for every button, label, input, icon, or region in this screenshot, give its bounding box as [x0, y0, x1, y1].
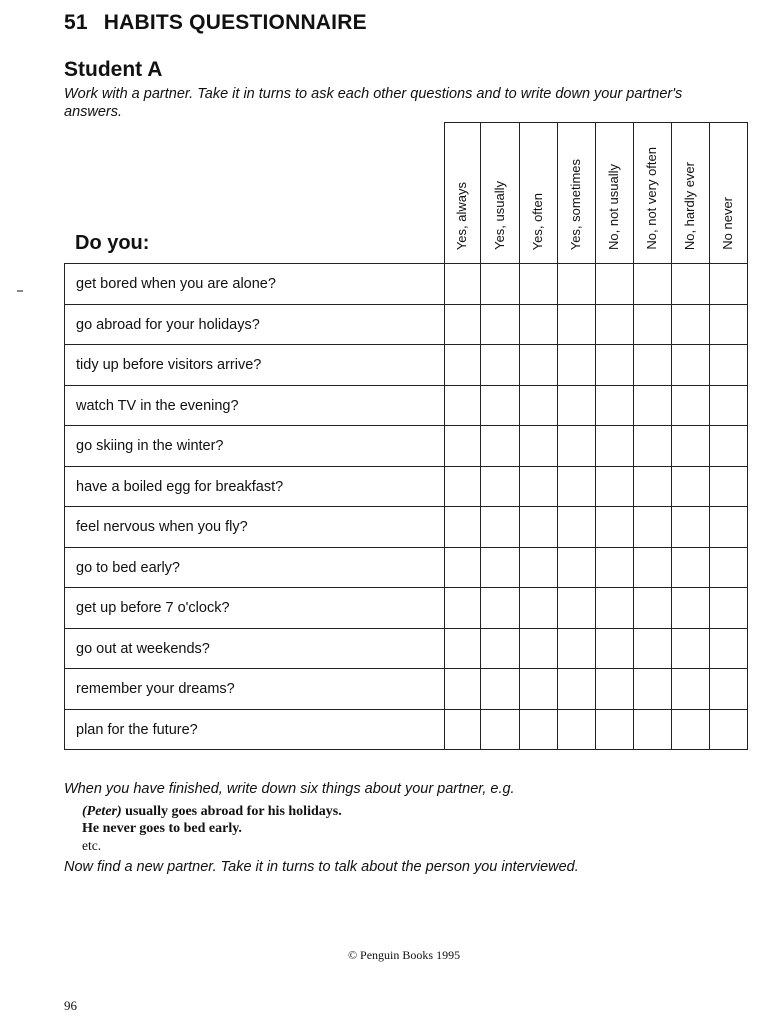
question-text: feel nervous when you fly?: [76, 519, 248, 535]
page-number: 96: [64, 998, 77, 1013]
answer-cell[interactable]: [672, 386, 709, 426]
answer-cell[interactable]: [481, 710, 519, 750]
answer-cell[interactable]: [672, 548, 709, 588]
answer-cell[interactable]: [445, 386, 480, 426]
answer-cell[interactable]: [445, 467, 480, 507]
answer-cell[interactable]: [481, 426, 519, 466]
answer-cell[interactable]: [596, 710, 633, 750]
column-header: [444, 130, 480, 250]
question-row: [65, 426, 444, 466]
answer-cell[interactable]: [558, 710, 595, 750]
column-header-label: No never: [720, 197, 735, 250]
answer-cell[interactable]: [634, 588, 671, 628]
column-header-label: No, not usually: [606, 164, 621, 250]
answer-cell[interactable]: [710, 629, 747, 669]
finish-instructions: When you have finished, write down six things about your partner, e.g.: [64, 781, 515, 797]
answer-cell[interactable]: [520, 386, 557, 426]
answer-cell[interactable]: [596, 467, 633, 507]
answer-cell[interactable]: [672, 345, 709, 385]
grid-column-line: [747, 122, 748, 750]
question-row: [65, 548, 444, 588]
question-text: tidy up before visitors arrive?: [76, 357, 262, 373]
answer-cell[interactable]: [558, 629, 595, 669]
answer-cell[interactable]: [558, 669, 595, 709]
answer-cell[interactable]: [634, 710, 671, 750]
answer-cell[interactable]: [520, 345, 557, 385]
question-text: have a boiled egg for breakfast?: [76, 479, 284, 495]
column-header-label: No, hardly ever: [682, 161, 697, 250]
column-header: [557, 130, 595, 250]
column-header: [709, 130, 747, 250]
answer-cell[interactable]: [672, 669, 709, 709]
answer-cell[interactable]: [710, 588, 747, 628]
answer-cell[interactable]: [481, 305, 519, 345]
answer-cell[interactable]: [445, 426, 480, 466]
answer-cell[interactable]: [481, 345, 519, 385]
example-sentence-1: [82, 804, 342, 820]
answer-cell[interactable]: [445, 305, 480, 345]
answer-cell[interactable]: [710, 669, 747, 709]
answer-cell[interactable]: [481, 548, 519, 588]
copyright: © Penguin Books 1995: [347, 948, 461, 962]
answer-cell[interactable]: [710, 710, 747, 750]
answer-cell[interactable]: [558, 467, 595, 507]
answer-cell[interactable]: [520, 264, 557, 304]
student-label: Student A: [64, 58, 163, 81]
column-header: [595, 130, 633, 250]
answer-cell[interactable]: [634, 629, 671, 669]
answer-cell[interactable]: [672, 588, 709, 628]
answer-cell[interactable]: [558, 386, 595, 426]
question-text: go skiing in the winter?: [76, 438, 224, 454]
question-row: [65, 264, 444, 304]
answer-cell[interactable]: [672, 305, 709, 345]
answer-cell[interactable]: [710, 507, 747, 547]
answer-cell[interactable]: [520, 710, 557, 750]
column-header: [671, 130, 709, 250]
new-partner-instructions: Now find a new partner. Take it in turns to talk about the person you interviewed.: [64, 859, 579, 875]
row-header-do-you: Do you:: [75, 232, 150, 254]
answer-cell[interactable]: [634, 669, 671, 709]
question-text: go out at weekends?: [76, 641, 210, 657]
answer-cell[interactable]: [596, 386, 633, 426]
answer-cell[interactable]: [558, 548, 595, 588]
answer-cell[interactable]: [481, 467, 519, 507]
answer-cell[interactable]: [672, 467, 709, 507]
answer-cell[interactable]: [481, 629, 519, 669]
answer-cell[interactable]: [558, 345, 595, 385]
instructions: Work with a partner. Take it in turns to ask each other questions and to write down your partner's answers.: [64, 86, 683, 120]
question-row: [65, 507, 444, 547]
answer-cell[interactable]: [634, 548, 671, 588]
answer-cell[interactable]: [445, 507, 480, 547]
answer-cell[interactable]: [634, 264, 671, 304]
example-sentence-1-rest: usually goes abroad for his holidays.: [121, 804, 342, 819]
column-header: [480, 130, 519, 250]
question-text: go abroad for your holidays?: [76, 317, 260, 333]
answer-cell[interactable]: [520, 669, 557, 709]
column-header: [519, 130, 557, 250]
answer-cell[interactable]: [481, 588, 519, 628]
activity-title: HABITS QUESTIONNAIRE: [103, 11, 367, 34]
question-row: [65, 629, 444, 669]
answer-cell[interactable]: [634, 386, 671, 426]
answer-cell[interactable]: [634, 345, 671, 385]
answer-cell[interactable]: [558, 507, 595, 547]
answer-cell[interactable]: [672, 426, 709, 466]
answer-cell[interactable]: [481, 507, 519, 547]
question-row: [65, 669, 444, 709]
answer-cell[interactable]: [634, 305, 671, 345]
answer-cell[interactable]: [596, 345, 633, 385]
answer-cell[interactable]: [710, 426, 747, 466]
answer-cell[interactable]: [596, 669, 633, 709]
answer-cell[interactable]: [634, 467, 671, 507]
question-row: [65, 467, 444, 507]
column-header-label: No, not very often: [644, 147, 659, 250]
answer-cell[interactable]: [445, 669, 480, 709]
answer-cell[interactable]: [710, 467, 747, 507]
answer-cell[interactable]: [445, 264, 480, 304]
answer-cell[interactable]: [596, 588, 633, 628]
question-text: watch TV in the evening?: [76, 398, 239, 414]
answer-cell[interactable]: [672, 507, 709, 547]
answer-cell[interactable]: [520, 305, 557, 345]
grid-top-border: [444, 122, 748, 123]
column-header-label: Yes, usually: [491, 181, 507, 250]
question-text: get up before 7 o'clock?: [76, 600, 230, 616]
column-header-label: Yes, often: [530, 192, 545, 250]
answer-cell[interactable]: [481, 386, 519, 426]
answer-cell[interactable]: [520, 467, 557, 507]
answer-cell[interactable]: [445, 345, 480, 385]
answer-cell[interactable]: [672, 264, 709, 304]
question-text: remember your dreams?: [76, 681, 235, 697]
answer-cell[interactable]: [710, 548, 747, 588]
column-header-label: Yes, always: [454, 181, 469, 250]
answer-cell[interactable]: [710, 386, 747, 426]
answer-cell[interactable]: [710, 305, 747, 345]
answer-cell[interactable]: [445, 548, 480, 588]
answer-cell[interactable]: [481, 669, 519, 709]
answer-cell[interactable]: [558, 426, 595, 466]
answer-cell[interactable]: [672, 629, 709, 669]
question-row: [65, 710, 444, 750]
question-text: plan for the future?: [76, 722, 198, 738]
column-header: [633, 130, 671, 250]
margin-mark: [17, 290, 23, 292]
answer-cell[interactable]: [596, 548, 633, 588]
page-heading: [64, 11, 367, 35]
answer-cell[interactable]: [634, 426, 671, 466]
answer-cell[interactable]: [481, 264, 519, 304]
example-sentence-2: He never goes to bed early.: [82, 821, 242, 836]
example-etc: etc.: [82, 838, 102, 853]
answer-cell[interactable]: [596, 305, 633, 345]
answer-cell[interactable]: [520, 507, 557, 547]
question-row: [65, 588, 444, 628]
answer-cell[interactable]: [558, 305, 595, 345]
answer-cell[interactable]: [672, 710, 709, 750]
activity-number: 51: [64, 11, 88, 34]
answer-cell[interactable]: [596, 426, 633, 466]
answer-cell[interactable]: [520, 426, 557, 466]
answer-cell[interactable]: [520, 548, 557, 588]
answer-cell[interactable]: [634, 507, 671, 547]
question-text: go to bed early?: [76, 560, 180, 576]
column-header-label: Yes, sometimes: [568, 158, 583, 250]
example-name: (Peter): [82, 804, 122, 819]
question-row: [65, 305, 444, 345]
answer-cell[interactable]: [710, 264, 747, 304]
answer-cell[interactable]: [520, 629, 557, 669]
answer-cell[interactable]: [558, 264, 595, 304]
question-row: [65, 345, 444, 385]
answer-cell[interactable]: [596, 629, 633, 669]
answer-cell[interactable]: [520, 588, 557, 628]
answer-cell[interactable]: [710, 345, 747, 385]
answer-cell[interactable]: [596, 264, 633, 304]
answer-cell[interactable]: [445, 710, 480, 750]
question-row: [65, 386, 444, 426]
answer-cell[interactable]: [445, 588, 480, 628]
answer-cell[interactable]: [558, 588, 595, 628]
answer-cell[interactable]: [596, 507, 633, 547]
question-text: get bored when you are alone?: [76, 276, 276, 292]
answer-cell[interactable]: [445, 629, 480, 669]
